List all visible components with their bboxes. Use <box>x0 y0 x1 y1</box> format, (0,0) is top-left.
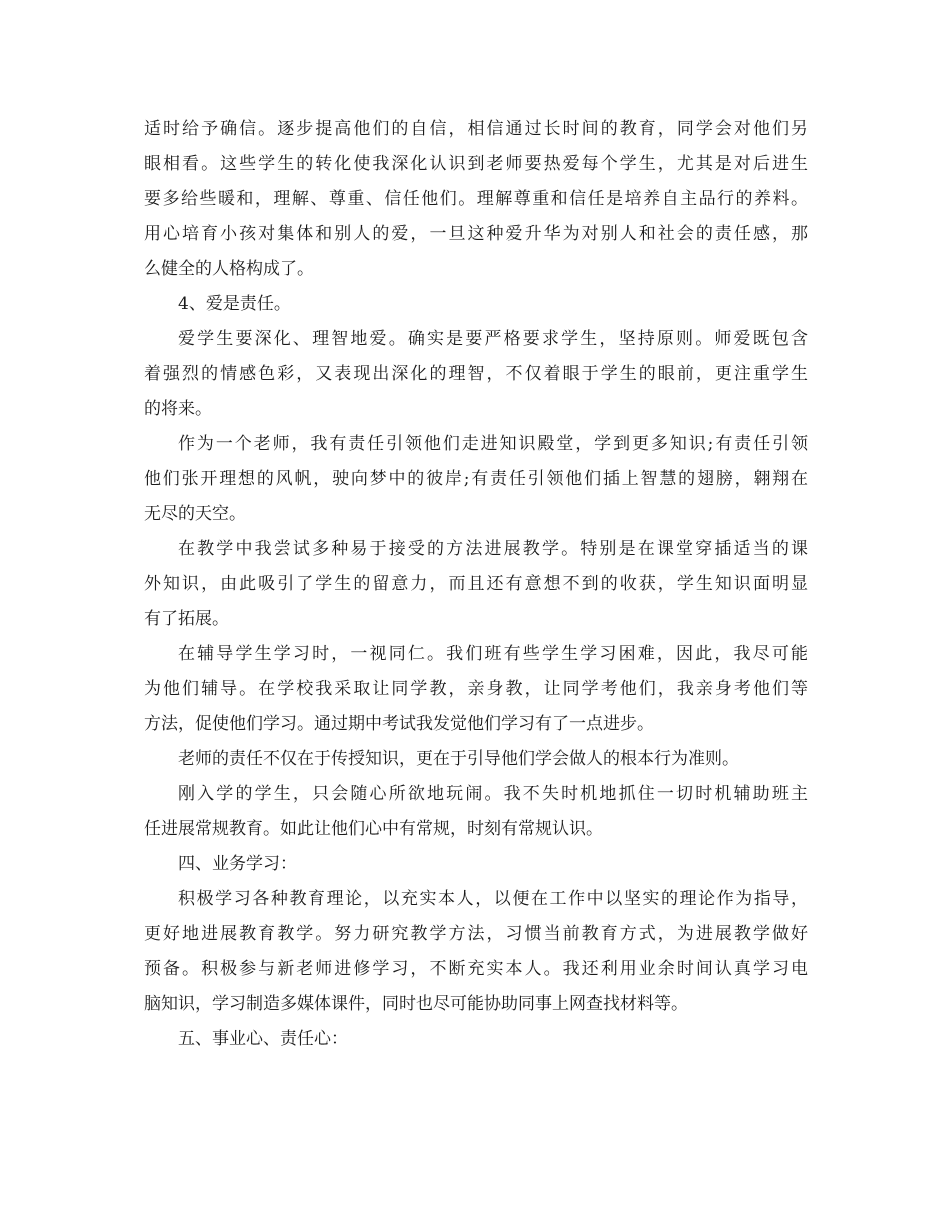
section-heading-love-is-responsibility <box>144 287 808 322</box>
text-line: 作为一个老师，我有责任引领他们走进知识殿堂，学到更多知识;有责任引领 <box>178 434 808 454</box>
paragraph-8 <box>144 777 808 847</box>
text-line: 四、业务学习： <box>178 854 297 874</box>
paragraph-3 <box>144 322 808 427</box>
text-line: 眼相看。这些学生的转化使我深化认识到老师要热爱每个学生，尤其是对后进生 <box>144 154 808 174</box>
text-line: 要多给些暖和，理解、尊重、信任他们。理解尊重和信任是培养自主品行的养料。 <box>144 189 808 209</box>
text-line: 刚入学的学生，只会随心所欲地玩闹。我不失时机地抓住一切时机辅助班主 <box>178 784 808 804</box>
text-line: 外知识，由此吸引了学生的留意力，而且还有意想不到的收获，学生知识面明显 <box>144 574 808 594</box>
text-line: 脑知识，学习制造多媒体课件，同时也尽可能协助同事上网查找材料等。 <box>144 994 688 1014</box>
text-line: 在教学中我尝试多种易于接受的方法进展教学。特别是在课堂穿插适当的课 <box>178 539 808 559</box>
text-line: 4、爱是责任。 <box>178 294 291 314</box>
text-line: 老师的责任不仅在于传授知识，更在于引导他们学会做人的根本行为准则。 <box>178 749 739 769</box>
text-line: 的将来。 <box>144 399 212 419</box>
text-line: 他们张开理想的风帆，驶向梦中的彼岸;有责任引领他们插上智慧的翅膀，翱翔在 <box>144 469 808 489</box>
text-line: 爱学生要深化、理智地爱。确实是要严格要求学生，坚持原则。师爱既包含 <box>178 329 808 349</box>
text-line: 有了拓展。 <box>144 609 229 629</box>
section-heading-dedication-responsibility <box>144 1022 808 1057</box>
document-page <box>144 112 808 1057</box>
paragraph-5 <box>144 532 808 637</box>
paragraph-7 <box>144 742 808 777</box>
paragraph-10 <box>144 882 808 1022</box>
paragraph-1 <box>144 112 808 287</box>
text-line: 任进展常规教育。如此让他们心中有常规，时刻有常规认识。 <box>144 819 603 839</box>
text-line: 为他们辅导。在学校我采取让同学教，亲身教，让同学考他们，我亲身考他们等 <box>144 679 808 699</box>
text-line: 适时给予确信。逐步提高他们的自信，相信通过长时间的教育，同学会对他们另 <box>144 119 808 139</box>
text-line: 方法，促使他们学习。通过期中考试我发觉他们学习有了一点进步。 <box>144 714 654 734</box>
text-line: 用心培育小孩对集体和别人的爱，一旦这种爱升华为对别人和社会的责任感，那 <box>144 224 808 244</box>
text-line: 无尽的天空。 <box>144 504 246 524</box>
text-line: 更好地进展教育教学。努力研究教学方法，习惯当前教育方式，为进展教学做好 <box>144 924 808 944</box>
text-line: 积极学习各种教育理论，以充实本人，以便在工作中以坚实的理论作为指导， <box>178 889 808 909</box>
paragraph-6 <box>144 637 808 742</box>
text-line: 么健全的人格构成了。 <box>144 259 314 279</box>
paragraph-4 <box>144 427 808 532</box>
text-line: 五、事业心、责任心： <box>178 1029 348 1049</box>
text-line: 在辅导学生学习时，一视同仁。我们班有些学生学习困难，因此，我尽可能 <box>178 644 808 664</box>
text-line: 着强烈的情感色彩，又表现出深化的理智，不仅着眼于学生的眼前，更注重学生 <box>144 364 808 384</box>
section-heading-professional-study <box>144 847 808 882</box>
text-line: 预备。积极参与新老师进修学习，不断充实本人。我还利用业余时间认真学习电 <box>144 959 808 979</box>
